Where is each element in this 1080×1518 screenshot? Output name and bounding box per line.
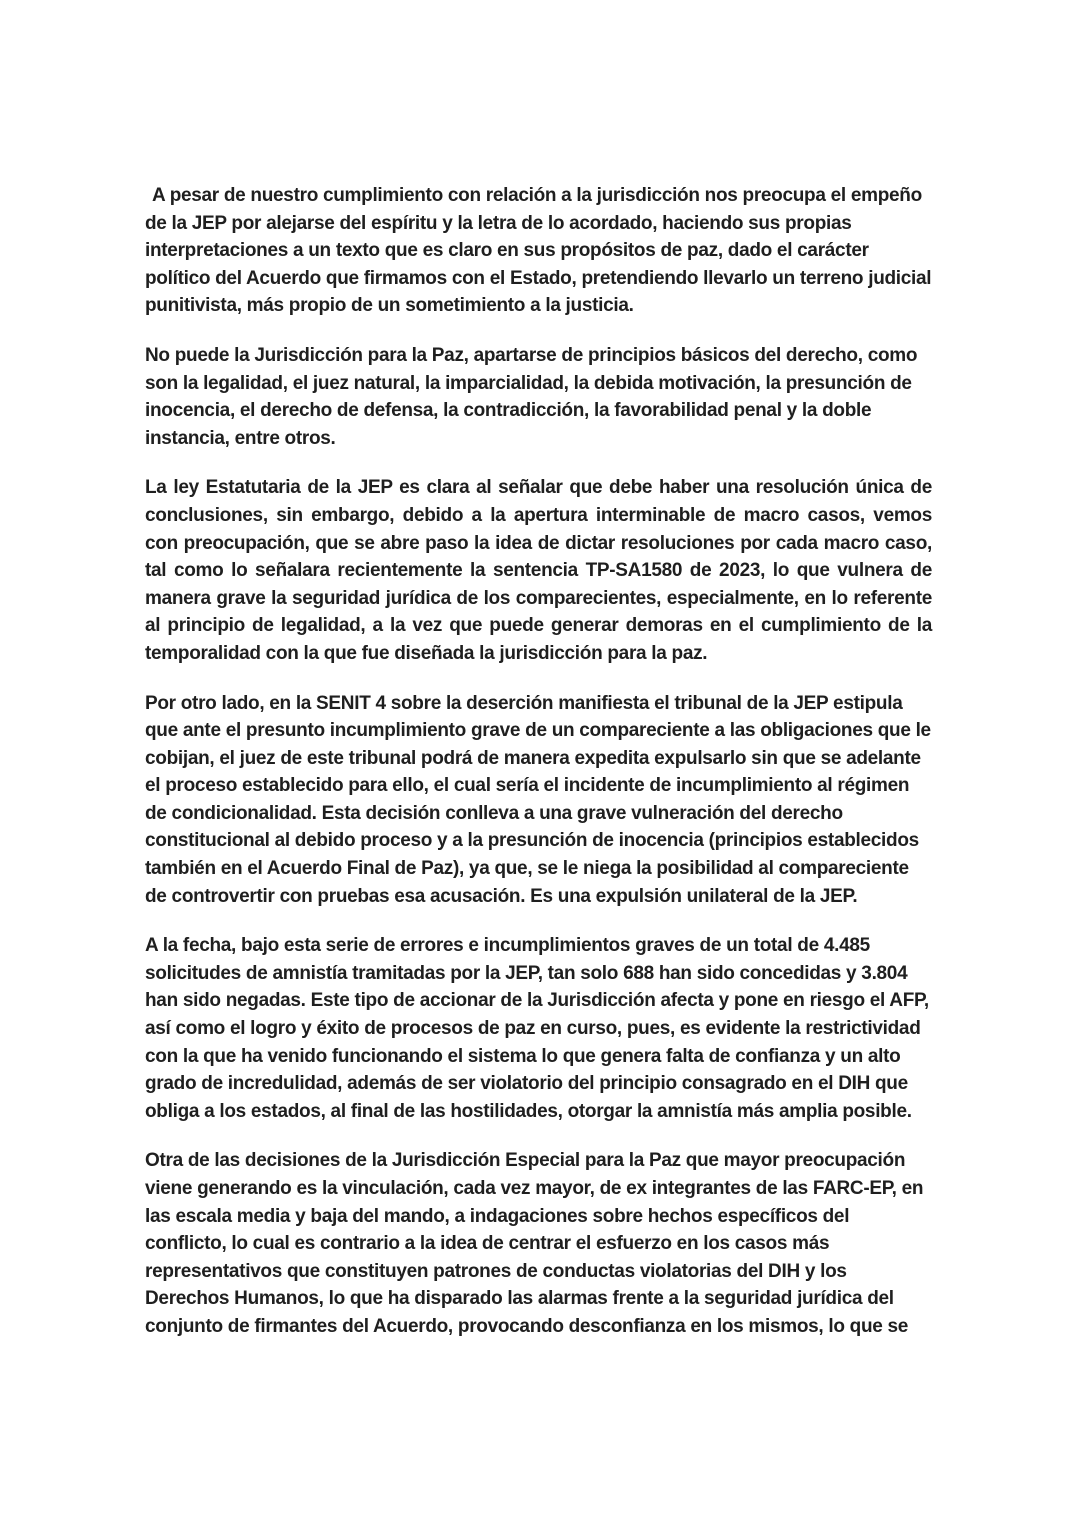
- paragraph-4: Por otro lado, en la SENIT 4 sobre la deserción manifiesta el tribunal de la JEP estipula que ante el presunto incumplimiento grave de un compareciente a las obligaciones que le cobijan, el juez de este tribunal podrá de manera expedita expulsarlo sin que se adelante el proceso establecido para ello, el cual sería el incidente de incumplimiento al régimen de condicionalidad. Esta decisión conlleva a una grave vulneración del derecho constitucional al debido proceso y a la presunción de inocencia (principios establecidos también en el Acuerdo Final de Paz), ya que, se le niega la posibilidad al compareciente de controvertir con pruebas esa acusación. Es una expulsión unilateral de la JEP.: [145, 692, 931, 907]
- document-body: [145, 182, 932, 1341]
- paragraph-2: No puede la Jurisdicción para la Paz, apartarse de principios básicos del derecho, como son la legalidad, el juez natural, la imparcialidad, la debida motivación, la presunción de inocencia, el derecho de defensa, la contradicción, la favorabilidad penal y la doble instancia, entre otros.: [145, 344, 918, 449]
- paragraph-6: Otra de las decisiones de la Jurisdicción Especial para la Paz que mayor preocupación viene generando es la vinculación, cada vez mayor, de ex integrantes de las FARC-EP, en las escala media y baja del mando, a indagaciones sobre hechos específicos del conflicto, lo cual es contrario a la idea de centrar el esfuerzo en los casos más representativos que constituyen patrones de conductas violatorias del DIH y los Derechos Humanos, lo que ha disparado las alarmas frente a la seguridad jurídica del conjunto de firmantes del Acuerdo, provocando desconfianza en los mismos, lo que se: [145, 1150, 924, 1337]
- paragraph-1: A pesar de nuestro cumplimiento con relación a la jurisdicción nos preocupa el empeño de la JEP por alejarse del espíritu y la letra de lo acordado, haciendo sus propias interpretaciones a un texto que es claro en sus propósitos de paz, dado el carácter político del Acuerdo que firmamos con el Estado, pretendiendo llevarlo un terreno judicial punitivista, más propio de un sometimiento a la justicia.: [145, 185, 932, 317]
- paragraph-5: A la fecha, bajo esta serie de errores e incumplimientos graves de un total de 4.485 solicitudes de amnistía tramitadas por la JEP, tan solo 688 han sido concedidas y 3.804 han sido negadas. Este tipo de accionar de la Jurisdicción afecta y pone en riesgo el AFP, así como el logro y éxito de procesos de paz en curso, pues, es evidente la restrictividad con la que ha venido funcionando el sistema lo que genera falta de confianza y un alto grado de incredulidad, además de ser violatorio del principio consagrado en el DIH que obliga a los estados, al final de las hostilidades, otorgar la amnistía más amplia posible.: [145, 935, 929, 1122]
- paragraph-3: La ley Estatutaria de la JEP es clara al señalar que debe haber una resolución única de conclusiones, sin embargo, debido a la apertura interminable de macro casos, vemos con preocupación, que se abre paso la idea de dictar resoluciones por cada macro caso, tal como lo señalara recientemente la sentencia TP-SA1580 de 2023, lo que vulnera de manera grave la seguridad jurídica de los comparecientes, especialmente, en lo referente al principio de legalidad, a la vez que puede generar demoras en el cumplimiento de la temporalidad con la que fue diseñada la jurisdicción para la paz.: [145, 477, 932, 664]
